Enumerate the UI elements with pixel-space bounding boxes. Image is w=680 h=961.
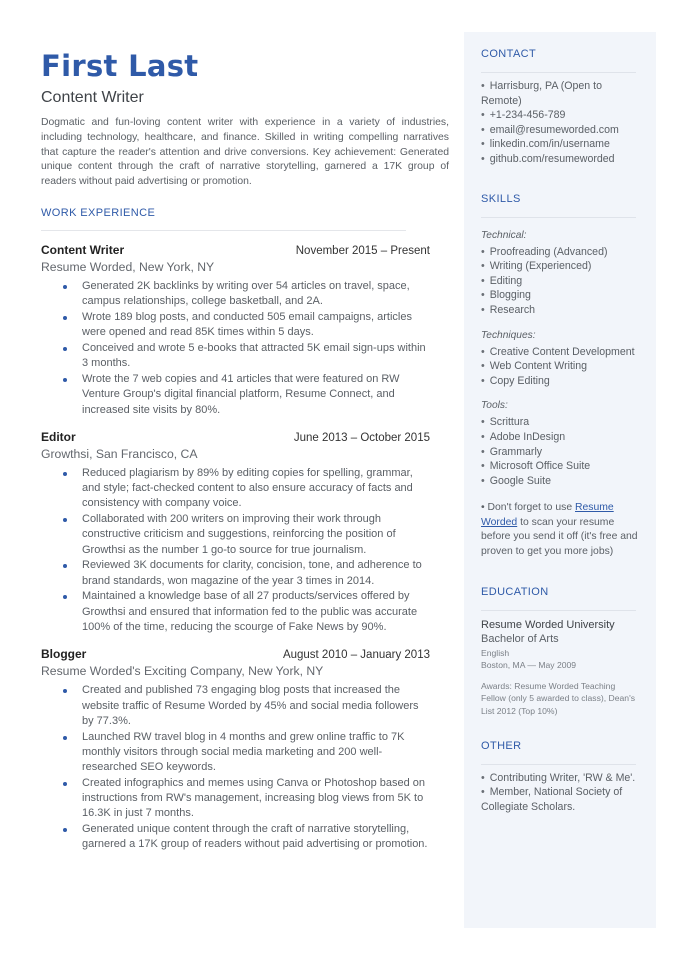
- job-title: Blogger: [41, 647, 87, 662]
- contact-linkedin[interactable]: • linkedin.com/in/username: [481, 137, 640, 152]
- education-section: [481, 586, 640, 718]
- contact-phone[interactable]: • +1-234-456-789: [481, 108, 640, 123]
- skill-item: • Microsoft Office Suite: [481, 459, 640, 474]
- work-experience-title: WORK EXPERIENCE: [41, 206, 156, 219]
- job-entry: [41, 243, 449, 418]
- other-item: • Member, National Society of Collegiate Scholars.: [481, 785, 640, 814]
- skill-item: • Creative Content Development: [481, 345, 640, 360]
- job-bullet: Generated unique content through the craft of narrative storytelling, garnered a 17K group of readers without paid advertising or promotion.: [63, 822, 433, 853]
- contact-list: [481, 79, 640, 167]
- section-divider: [481, 217, 636, 218]
- skills-tools-list: [481, 415, 640, 488]
- other-item: • Contributing Writer, 'RW & Me'.: [481, 771, 640, 786]
- job-bullet: Generated 2K backlinks by writing over 54 articles on travel, space, campus relationships, college basketball, and 2A.: [63, 279, 433, 310]
- candidate-headline: Content Writer: [41, 89, 144, 106]
- education-degree: Bachelor of Arts: [481, 632, 559, 645]
- job-entry: [41, 647, 449, 852]
- education-title: EDUCATION: [481, 585, 549, 598]
- job-bullet: Conceived and wrote 5 e-books that attracted 5K email sign-ups within 3 months.: [63, 341, 433, 372]
- skill-item: • Writing (Experienced): [481, 259, 640, 274]
- skill-item: • Adobe InDesign: [481, 430, 640, 445]
- sidebar: [464, 32, 656, 928]
- section-divider: [481, 764, 636, 765]
- job-bullets: [63, 279, 433, 418]
- job-bullet: Wrote the 7 web copies and 41 articles that were featured on RW Venture Group's digital financial platform, Resume Connect, and increased site visits by 80%.: [63, 372, 433, 418]
- job-header: [41, 430, 430, 444]
- job-dates: June 2013 – October 2015: [293, 431, 430, 444]
- skill-item: • Grammarly: [481, 445, 640, 460]
- skills-technical-label: Technical:: [481, 229, 527, 241]
- contact-email[interactable]: • email@resumeworded.com: [481, 123, 640, 138]
- job-bullet: Created infographics and memes using Canva or Photoshop based on instructions from RW's management, increasing blog views from 5K to 16.3K in just 7 months.: [63, 776, 433, 822]
- job-company: Resume Worded, New York, NY: [41, 259, 215, 274]
- job-header: [41, 243, 430, 257]
- job-title: Content Writer: [41, 242, 125, 257]
- skill-item: • Proofreading (Advanced): [481, 245, 640, 260]
- other-list: [481, 771, 640, 815]
- skill-item: • Scrittura: [481, 415, 640, 430]
- skill-item: • Copy Editing: [481, 374, 640, 389]
- job-bullet: Reviewed 3K documents for clarity, concision, tone, and adherence to brand standards, won magazine of the year 3 times in 2014.: [63, 558, 433, 589]
- job-bullet: Wrote 189 blog posts, and conducted 505 email campaigns, articles were opened and read 85K times within 5 days.: [63, 310, 433, 341]
- job-bullet: Reduced plagiarism by 89% by editing copies for spelling, grammar, and style; fact-checked content to also ensure accuracy of facts and consistency with company voice.: [63, 466, 433, 512]
- contact-github[interactable]: • github.com/resumeworded: [481, 152, 640, 167]
- education-school: Resume Worded University: [481, 618, 615, 631]
- job-entry: [41, 430, 449, 635]
- contact-title: CONTACT: [481, 48, 537, 60]
- education-awards: Awards: Resume Worded Teaching Fellow (only 5 awarded to class), Dean's List 2012 (Top 10%): [481, 680, 636, 717]
- skills-technical-list: [481, 245, 640, 318]
- job-bullet: Collaborated with 200 writers on improving their work through constructive criticism and suggestions, reinforcing the position of Growthsi as the number 1 go-to source for true journalism.: [63, 512, 433, 558]
- job-bullet: Maintained a knowledge base of all 27 products/services offered by Growthsi and ensured that information fed to the public was accurate 100% of the time, reducing the scourge of Fake News by 90%.: [63, 589, 433, 635]
- contact-location: • Harrisburg, PA (Open to Remote): [481, 79, 640, 108]
- section-divider: [41, 230, 406, 231]
- summary-paragraph: Dogmatic and fun-loving content writer with experience in a variety of industries, including technology, healthcare, and finance. Skilled in writing compelling narratives that capture the reader's attention and drive conversions. Key achievement: Generated unique content through the craft of narrative storytelling, garnered a 17K group of readers without paid advertising or promotion.: [41, 117, 449, 188]
- skill-item: • Google Suite: [481, 474, 640, 489]
- job-header: [41, 647, 430, 661]
- education-location-date: Boston, MA — May 2009: [481, 660, 577, 671]
- other-title: OTHER: [481, 739, 522, 752]
- other-section: [481, 740, 640, 815]
- job-dates: November 2015 – Present: [295, 244, 430, 257]
- job-bullet: Launched RW travel blog in 4 months and grew online traffic to 7K monthly visitors through social media marketing and 200 well-researched SEO keywords.: [63, 730, 433, 776]
- job-bullets: [63, 466, 433, 635]
- resume-worded-link[interactable]: Resume Worded: [481, 502, 614, 528]
- skill-item: • Research: [481, 303, 640, 318]
- skills-section: [481, 193, 640, 560]
- skill-item: • Editing: [481, 274, 640, 289]
- education-major: English: [481, 647, 510, 658]
- job-dates: August 2010 – January 2013: [282, 649, 430, 662]
- job-title: Editor: [41, 429, 76, 444]
- skills-techniques-list: [481, 345, 640, 389]
- note-suffix: to scan your resume before you send it off (it's free and proven to get you more jobs): [481, 516, 638, 558]
- candidate-name: First Last: [41, 49, 199, 83]
- section-divider: [481, 72, 636, 73]
- main-column: [41, 48, 449, 853]
- job-company: Resume Worded's Exciting Company, New York, NY: [41, 664, 324, 679]
- job-bullet: Created and published 73 engaging blog posts that increased the website traffic of Resume Worded by 45% and social media followers by 77.3%.: [63, 683, 433, 729]
- skill-item: • Web Content Writing: [481, 359, 640, 374]
- note-prefix: • Don't forget to use: [481, 502, 575, 514]
- skill-item: • Blogging: [481, 288, 640, 303]
- skills-title: SKILLS: [481, 192, 521, 205]
- resume-worded-note: [481, 501, 640, 559]
- job-bullets: [63, 683, 433, 852]
- job-company: Growthsi, San Francisco, CA: [41, 446, 198, 461]
- skills-tools-label: Tools:: [481, 400, 508, 412]
- section-divider: [481, 610, 636, 611]
- skills-techniques-label: Techniques:: [481, 329, 536, 341]
